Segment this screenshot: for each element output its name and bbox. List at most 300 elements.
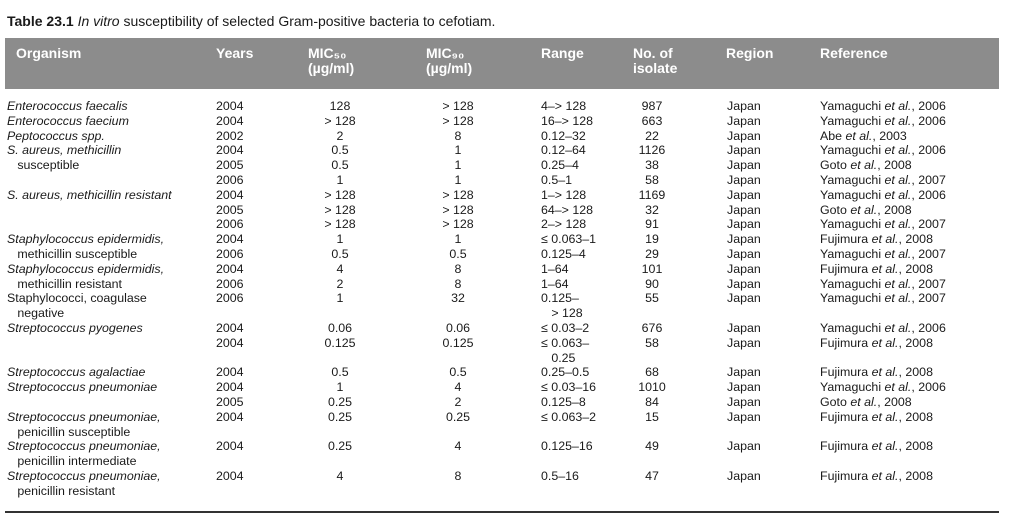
mic50-cell: 1 xyxy=(336,172,344,187)
organism-line-2: penicillin intermediate xyxy=(7,454,137,469)
header-organism: Organism xyxy=(16,45,82,61)
range-line: 1–64 xyxy=(541,276,569,291)
range-line: 0.5–1 xyxy=(541,172,573,187)
range-cell xyxy=(541,469,579,484)
reference-cell xyxy=(820,158,912,173)
reference-year: , 2008 xyxy=(898,468,933,483)
table-caption xyxy=(7,13,495,29)
isolates-cell: 91 xyxy=(645,217,659,232)
year-cell: 2004 xyxy=(216,232,244,247)
isolates-cell: 663 xyxy=(641,113,663,128)
year-cell: 2004 xyxy=(216,335,244,350)
year-cell: 2004 xyxy=(216,261,244,276)
reference-year: , 2007 xyxy=(911,217,946,232)
reference-etal: et al. xyxy=(871,468,899,483)
mic50-cell: 0.25 xyxy=(327,394,353,409)
organism-line: Peptococcus spp. xyxy=(7,128,105,143)
table-row xyxy=(0,143,1013,158)
reference-cell xyxy=(820,291,946,306)
range-cell xyxy=(541,410,596,425)
reference-cell xyxy=(820,99,946,114)
reference-etal: et al. xyxy=(871,261,899,276)
header-mic90-line2: (µg/ml) xyxy=(426,60,473,76)
organism-line: methicillin resistant xyxy=(7,276,122,291)
range-line: ≤ 0.03–2 xyxy=(541,320,590,335)
range-line: ≤ 0.063–1 xyxy=(541,232,597,247)
header-mic50-line2: (µg/ml) xyxy=(308,60,355,76)
table-row xyxy=(0,173,1013,188)
reference-cell xyxy=(820,277,946,292)
organism-cell xyxy=(7,262,164,277)
mic90-cell: > 128 xyxy=(442,99,474,113)
region-cell: Japan xyxy=(727,394,761,409)
table-row xyxy=(0,158,1013,173)
mic50-cell: 1 xyxy=(336,291,344,306)
table-row xyxy=(0,395,1013,410)
mic50-cell: 128 xyxy=(329,99,351,113)
isolates-cell: 90 xyxy=(645,276,659,291)
mic50-cell: 0.5 xyxy=(331,158,349,173)
year-cell: 2006 xyxy=(216,246,244,261)
mic90-cell: > 128 xyxy=(442,187,474,202)
reference-author: Yamaguchi xyxy=(820,276,885,291)
range-cell xyxy=(541,158,579,173)
isolates-cell: 1010 xyxy=(638,380,666,395)
region-cell: Japan xyxy=(727,320,761,335)
reference-author: Goto xyxy=(820,394,851,409)
range-line: 64–> 128 xyxy=(541,202,594,217)
mic90-cell: 4 xyxy=(454,439,462,454)
isolates-cell: 47 xyxy=(645,468,659,483)
region-cell: Japan xyxy=(727,246,761,261)
region-cell: Japan xyxy=(727,217,761,232)
reference-etal: et al. xyxy=(871,232,899,247)
region-cell: Japan xyxy=(727,143,761,158)
isolates-cell: 49 xyxy=(645,439,659,454)
table-bottom-rule xyxy=(5,511,999,513)
organism-line: Streptococcus pyogenes xyxy=(7,320,143,335)
mic50-cell: 0.125 xyxy=(324,335,356,350)
range-cell xyxy=(541,143,586,158)
table-row xyxy=(0,129,1013,144)
reference-author: Fujimura xyxy=(820,365,872,380)
mic50-cell: 4 xyxy=(336,261,344,276)
isolates-cell: 68 xyxy=(645,365,659,380)
mic50-cell: 0.5 xyxy=(331,143,349,158)
reference-year: , 2008 xyxy=(898,335,933,350)
range-cell xyxy=(541,188,586,203)
reference-author: Fujimura xyxy=(820,232,872,247)
table-row xyxy=(0,380,1013,395)
reference-etal: et al. xyxy=(871,365,899,380)
range-cell xyxy=(541,365,589,380)
header-isolates-line1: No. of xyxy=(633,45,673,61)
table-body xyxy=(0,99,1013,499)
organism-line: Enterococcus faecium xyxy=(7,113,129,128)
year-cell: 2006 xyxy=(216,217,244,232)
reference-year: , 2008 xyxy=(877,158,912,173)
organism-line: methicillin susceptible xyxy=(7,246,138,261)
year-cell: 2006 xyxy=(216,276,244,291)
isolates-cell: 987 xyxy=(641,99,663,113)
mic90-cell: > 128 xyxy=(442,217,474,232)
region-cell: Japan xyxy=(727,158,761,173)
reference-etal: et al. xyxy=(884,380,912,395)
range-line-2: > 128 xyxy=(541,306,583,321)
mic90-cell: 8 xyxy=(454,128,462,143)
year-cell: 2004 xyxy=(216,380,244,395)
reference-etal: et al. xyxy=(884,187,912,202)
range-line: 1–64 xyxy=(541,261,569,276)
year-cell: 2006 xyxy=(216,172,244,187)
table-row xyxy=(0,336,1013,366)
header-mic90-line1: MIC₉₀ xyxy=(426,45,465,61)
reference-etal: et al. xyxy=(884,217,912,232)
table-row xyxy=(0,247,1013,262)
reference-author: Fujimura xyxy=(820,439,872,454)
table-row xyxy=(0,99,1013,114)
reference-cell xyxy=(820,188,946,203)
header-reference: Reference xyxy=(820,45,888,61)
table-header xyxy=(5,38,999,89)
reference-year: , 2008 xyxy=(898,261,933,276)
reference-author: Yamaguchi xyxy=(820,99,885,113)
organism-cell xyxy=(7,247,137,262)
organism-line: S. aureus, methicillin xyxy=(7,143,122,158)
reference-etal: et al. xyxy=(884,276,912,291)
organism-cell xyxy=(7,365,145,380)
organism-line: S. aureus, methicillin resistant xyxy=(7,187,172,202)
table-label: Table 23.1 xyxy=(7,13,74,29)
reference-author: Yamaguchi xyxy=(820,143,885,158)
region-cell: Japan xyxy=(727,468,761,483)
region-cell: Japan xyxy=(727,187,761,202)
reference-author: Yamaguchi xyxy=(820,113,885,128)
isolates-cell: 58 xyxy=(645,335,659,350)
reference-etal: et al. xyxy=(850,394,878,409)
year-cell: 2004 xyxy=(216,320,244,335)
reference-cell xyxy=(820,395,912,410)
organism-cell xyxy=(7,410,161,440)
reference-year: , 2006 xyxy=(911,380,946,395)
isolates-cell: 15 xyxy=(645,409,659,424)
region-cell: Japan xyxy=(727,291,761,306)
mic50-cell: 2 xyxy=(336,276,344,291)
range-cell xyxy=(541,247,586,262)
reference-etal: et al. xyxy=(884,99,912,113)
organism-line: Streptococcus agalactiae xyxy=(7,365,146,380)
table-row xyxy=(0,321,1013,336)
range-cell xyxy=(541,173,572,188)
isolates-cell: 38 xyxy=(645,158,659,173)
reference-cell xyxy=(820,262,933,277)
mic90-cell: 0.5 xyxy=(449,365,467,380)
region-cell: Japan xyxy=(727,128,761,143)
reference-year: , 2006 xyxy=(911,99,946,113)
mic50-cell: 1 xyxy=(336,380,344,395)
reference-author: Fujimura xyxy=(820,261,872,276)
reference-etal: et al. xyxy=(871,335,899,350)
mic90-cell: 8 xyxy=(454,276,462,291)
reference-author: Yamaguchi xyxy=(820,172,885,187)
range-cell xyxy=(541,217,586,232)
range-line: 0.125– xyxy=(541,291,579,306)
header-region: Region xyxy=(726,45,774,61)
year-cell: 2005 xyxy=(216,394,244,409)
mic50-cell: > 128 xyxy=(324,187,356,202)
organism-cell xyxy=(7,469,161,499)
reference-author: Yamaguchi xyxy=(820,187,885,202)
organism-cell xyxy=(7,439,161,469)
range-cell xyxy=(541,321,589,336)
header-years: Years xyxy=(216,45,254,61)
mic50-cell: 0.25 xyxy=(327,439,353,454)
region-cell: Japan xyxy=(727,335,761,350)
reference-cell xyxy=(820,217,946,232)
organism-cell xyxy=(7,114,129,129)
mic90-cell: 0.25 xyxy=(445,409,471,424)
organism-cell xyxy=(7,321,143,336)
organism-line: Enterococcus faecalis xyxy=(7,99,128,113)
reference-cell xyxy=(820,365,933,380)
organism-line: Streptococcus pneumoniae, xyxy=(7,439,161,454)
range-line: 0.125–4 xyxy=(541,246,586,261)
table-row xyxy=(0,365,1013,380)
mic90-cell: 1 xyxy=(454,172,462,187)
organism-line: Staphylococcus epidermidis, xyxy=(7,232,165,247)
isolates-cell: 1169 xyxy=(638,187,666,202)
reference-year: , 2006 xyxy=(911,143,946,158)
range-cell xyxy=(541,262,569,277)
mic50-cell: 4 xyxy=(336,468,344,483)
isolates-cell: 84 xyxy=(645,394,659,409)
organism-line: Streptococcus pneumoniae xyxy=(7,380,158,395)
mic50-cell: > 128 xyxy=(324,113,356,128)
range-line: 4–> 128 xyxy=(541,99,587,113)
mic50-cell: 0.5 xyxy=(331,365,349,380)
mic90-cell: 8 xyxy=(454,468,462,483)
organism-line: Staphylococcus epidermidis, xyxy=(7,261,165,276)
mic90-cell: 8 xyxy=(454,261,462,276)
range-cell xyxy=(541,114,593,129)
mic50-cell: > 128 xyxy=(324,217,356,232)
region-cell: Japan xyxy=(727,409,761,424)
range-line: 0.125–16 xyxy=(541,439,593,454)
mic90-cell: 1 xyxy=(454,158,462,173)
header-isolates xyxy=(633,46,677,76)
isolates-cell: 32 xyxy=(645,202,659,217)
reference-cell xyxy=(820,203,912,218)
mic90-cell: 0.5 xyxy=(449,246,467,261)
range-line: 0.12–64 xyxy=(541,143,586,158)
reference-cell xyxy=(820,469,933,484)
range-cell xyxy=(541,380,596,395)
range-line: 0.25–4 xyxy=(541,158,579,173)
region-cell: Japan xyxy=(727,261,761,276)
organism-cell xyxy=(7,129,105,144)
caption-italic: In vitro xyxy=(77,13,120,29)
region-cell: Japan xyxy=(727,202,761,217)
year-cell: 2005 xyxy=(216,158,244,173)
mic90-cell: 0.125 xyxy=(442,335,474,350)
isolates-cell: 101 xyxy=(641,261,663,276)
reference-etal: et al. xyxy=(884,320,912,335)
range-line: 1–> 128 xyxy=(541,187,587,202)
table-row xyxy=(0,262,1013,277)
range-cell xyxy=(541,395,586,410)
reference-cell xyxy=(820,247,946,262)
mic50-cell: 1 xyxy=(336,232,344,247)
isolates-cell: 1126 xyxy=(638,143,666,158)
reference-author: Yamaguchi xyxy=(820,246,885,261)
reference-cell xyxy=(820,232,933,247)
header-mic90 xyxy=(426,46,472,76)
reference-cell xyxy=(820,410,933,425)
organism-cell xyxy=(7,99,128,114)
region-cell: Japan xyxy=(727,113,761,128)
reference-etal: et al. xyxy=(884,246,912,261)
reference-year: , 2003 xyxy=(872,128,907,143)
mic90-cell: 0.06 xyxy=(445,320,471,335)
header-range: Range xyxy=(541,45,584,61)
range-line: 16–> 128 xyxy=(541,113,594,128)
reference-year: , 2006 xyxy=(911,320,946,335)
reference-etal: et al. xyxy=(884,113,912,128)
table-row xyxy=(0,410,1013,440)
organism-line-2: negative xyxy=(7,306,65,321)
range-line: 0.5–16 xyxy=(541,468,579,483)
reference-cell xyxy=(820,143,946,158)
organism-cell xyxy=(7,143,121,158)
mic50-cell: 0.06 xyxy=(327,320,353,335)
organism-line: Staphylococci, coagulase xyxy=(7,291,147,306)
table-row xyxy=(0,291,1013,321)
organism-cell xyxy=(7,277,122,292)
region-cell: Japan xyxy=(727,232,761,247)
reference-author: Yamaguchi xyxy=(820,291,885,306)
organism-line: susceptible xyxy=(7,158,80,173)
reference-author: Fujimura xyxy=(820,335,872,350)
organism-cell xyxy=(7,188,172,203)
reference-year: , 2008 xyxy=(898,232,933,247)
reference-year: , 2007 xyxy=(911,276,946,291)
organism-cell xyxy=(7,291,147,321)
reference-author: Yamaguchi xyxy=(820,320,885,335)
isolates-cell: 19 xyxy=(645,232,659,247)
mic90-cell: > 128 xyxy=(442,113,474,128)
year-cell: 2004 xyxy=(216,468,244,483)
reference-author: Fujimura xyxy=(820,468,872,483)
reference-year: , 2006 xyxy=(911,187,946,202)
reference-etal: et al. xyxy=(884,291,912,306)
reference-author: Abe xyxy=(820,128,846,143)
reference-cell xyxy=(820,129,907,144)
reference-cell xyxy=(820,114,946,129)
reference-etal: et al. xyxy=(871,439,899,454)
reference-year: , 2008 xyxy=(877,202,912,217)
range-cell xyxy=(541,291,583,321)
isolates-cell: 58 xyxy=(645,172,659,187)
reference-cell xyxy=(820,380,946,395)
mic50-cell: 2 xyxy=(336,128,344,143)
table-row xyxy=(0,439,1013,469)
reference-year: , 2006 xyxy=(911,113,946,128)
range-cell xyxy=(541,203,593,218)
table-row xyxy=(0,203,1013,218)
year-cell: 2004 xyxy=(216,99,244,113)
organism-line: Streptococcus pneumoniae, xyxy=(7,409,161,424)
reference-etal: et al. xyxy=(845,128,873,143)
organism-cell xyxy=(7,232,164,247)
range-cell xyxy=(541,439,593,454)
range-cell xyxy=(541,277,569,292)
table-row xyxy=(0,277,1013,292)
reference-year: , 2008 xyxy=(877,394,912,409)
range-line: ≤ 0.03–16 xyxy=(541,380,597,395)
isolates-cell: 676 xyxy=(641,320,663,335)
range-cell xyxy=(541,99,586,114)
mic50-cell: 0.25 xyxy=(327,409,353,424)
table-row xyxy=(0,232,1013,247)
reference-cell xyxy=(820,321,946,336)
range-cell xyxy=(541,232,596,247)
organism-line: Streptococcus pneumoniae, xyxy=(7,468,161,483)
reference-year: , 2008 xyxy=(898,409,933,424)
reference-year: , 2008 xyxy=(898,439,933,454)
mic90-cell: > 128 xyxy=(442,202,474,217)
range-line: 0.125–8 xyxy=(541,394,586,409)
mic90-cell: 32 xyxy=(451,291,465,306)
reference-year: , 2008 xyxy=(898,365,933,380)
year-cell: 2004 xyxy=(216,439,244,454)
header-isolates-line2: isolate xyxy=(633,60,678,76)
region-cell: Japan xyxy=(727,365,761,380)
mic50-cell: > 128 xyxy=(324,202,356,217)
organism-cell xyxy=(7,380,157,395)
header-mic50-line1: MIC₅₀ xyxy=(308,45,347,61)
isolates-cell: 22 xyxy=(645,128,659,143)
reference-author: Goto xyxy=(820,202,851,217)
year-cell: 2006 xyxy=(216,291,244,306)
reference-author: Fujimura xyxy=(820,409,872,424)
reference-etal: et al. xyxy=(884,143,912,158)
organism-line-2: penicillin susceptible xyxy=(7,424,131,439)
range-cell xyxy=(541,336,589,366)
reference-etal: et al. xyxy=(871,409,899,424)
range-line: 2–> 128 xyxy=(541,217,587,232)
table-row xyxy=(0,188,1013,203)
year-cell: 2004 xyxy=(216,143,244,158)
reference-author: Yamaguchi xyxy=(820,380,885,395)
range-line: 0.25–0.5 xyxy=(541,365,590,380)
table-row xyxy=(0,217,1013,232)
organism-cell xyxy=(7,158,79,173)
mic90-cell: 1 xyxy=(454,143,462,158)
reference-cell xyxy=(820,439,933,454)
year-cell: 2002 xyxy=(216,128,244,143)
year-cell: 2004 xyxy=(216,187,244,202)
reference-year: , 2007 xyxy=(911,172,946,187)
region-cell: Japan xyxy=(727,439,761,454)
reference-year: , 2007 xyxy=(911,246,946,261)
range-cell xyxy=(541,129,586,144)
region-cell: Japan xyxy=(727,276,761,291)
isolates-cell: 55 xyxy=(645,291,659,306)
reference-cell xyxy=(820,173,946,188)
reference-etal: et al. xyxy=(884,172,912,187)
reference-year: , 2007 xyxy=(911,291,946,306)
mic90-cell: 4 xyxy=(454,380,462,395)
